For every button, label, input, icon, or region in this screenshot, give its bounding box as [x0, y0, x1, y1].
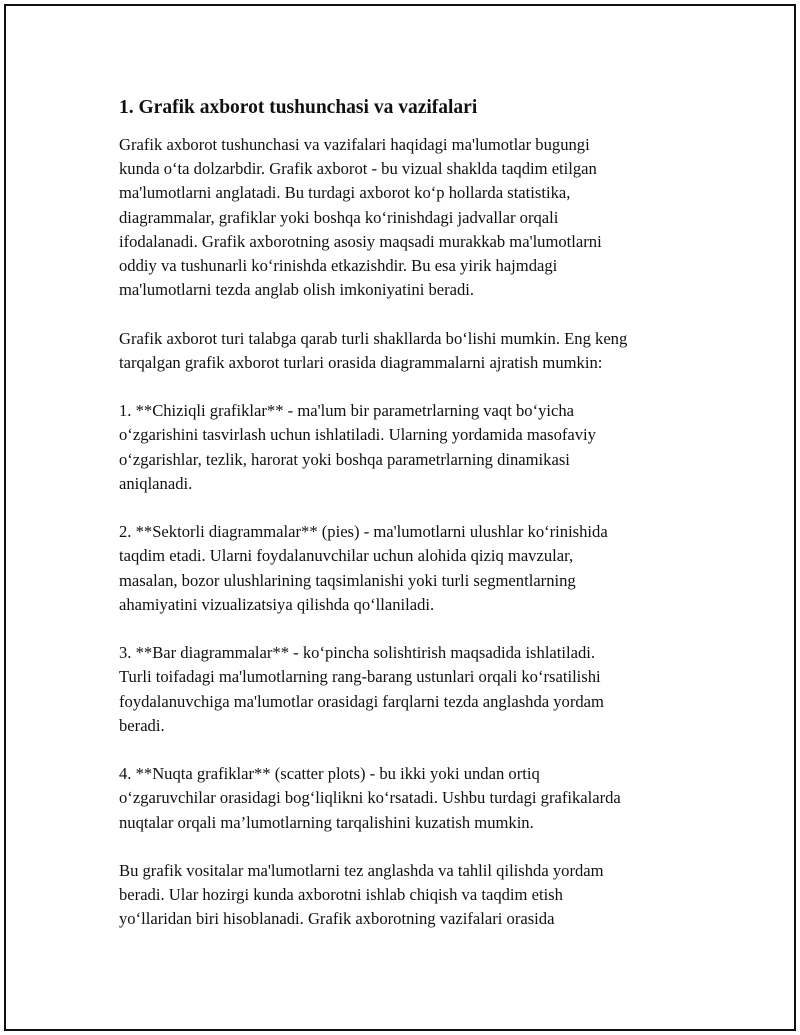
text-line: Grafik axborot turi talabga qarab turli shakllarda bo‘lishi mumkin. Eng keng — [119, 328, 628, 348]
text-line: 4. **Nuqta grafiklar** (scatter plots) - bu ikki yoki undan ortiq — [119, 764, 540, 784]
text-line: o‘zgaruvchilar orasidagi bog‘liqlikni ko‘rsatadi. Ushbu turdagi grafikalarda — [119, 788, 621, 808]
text-line: Bu grafik vositalar ma'lumotlarni tez anglashda va tahlil qilishda yordam — [119, 861, 604, 880]
page-frame — [4, 4, 796, 1031]
text-line: ifodalanadi. Grafik axborotning asosiy maqsadi murakkab ma'lumotlarni — [119, 231, 602, 251]
text-line: Grafik axborot tushunchasi va vazifalari haqidagi ma'lumotlar bugungi — [119, 135, 590, 154]
section-heading: 1. Grafik axborot tushunchasi va vazifalari — [119, 97, 478, 118]
text-line: oddiy va tushunarli ko‘rinishda etkazishdir. Bu esa yirik hajmdagi — [119, 256, 558, 276]
text-line: yo‘llaridan biri hisoblanadi. Grafik axborotning vazifalari orasida — [119, 909, 555, 929]
paragraph-types — [119, 327, 694, 375]
text-line: ma'lumotlarni tezda anglab olish imkoniyatini beradi. — [119, 280, 475, 300]
text-line: masalan, bozor ulushlarining taqsimlanishi yoki turli segmentlarning — [119, 570, 576, 590]
text-line: Turli toifadagi ma'lumotlarning rang-barang ustunlari orqali ko‘rsatilishi — [119, 667, 601, 687]
text-line: ahamiyatini vizualizatsiya qilishda qo‘llaniladi. — [119, 594, 435, 614]
text-line: o‘zgarishini tasvirlash uchun ishlatiladi. Ularning yordamida masofaviy — [119, 425, 596, 445]
text-line: beradi. — [119, 715, 165, 735]
paragraph-conclusion — [119, 859, 694, 932]
text-line: kunda o‘ta dolzarbdir. Grafik axborot - bu vizual shaklda taqdim etilgan — [119, 159, 597, 179]
text-line: diagrammalar, grafiklar yoki boshqa ko‘rinishdagi jadvallar orqali — [119, 207, 559, 227]
list-item-scatter-plots — [119, 762, 694, 835]
text-line: tarqalgan grafik axborot turlari orasida diagrammalarni ajratish mumkin: — [119, 352, 603, 372]
list-item-pie-charts — [119, 520, 694, 617]
list-item-line-charts — [119, 399, 694, 496]
text-line: 3. **Bar diagrammalar** - ko‘pincha solishtirish maqsadida ishlatiladi. — [119, 643, 596, 663]
text-line: o‘zgarishlar, tezlik, harorat yoki boshqa parametrlarning dinamikasi — [119, 449, 570, 469]
list-item-bar-charts — [119, 641, 694, 738]
text-line: aniqlanadi. — [119, 473, 193, 493]
document-body — [119, 96, 694, 932]
text-line: ma'lumotlarni anglatadi. Bu turdagi axborot ko‘p hollarda statistika, — [119, 183, 571, 203]
text-line: taqdim etadi. Ularni foydalanuvchilar uchun alohida qiziq mavzular, — [119, 546, 574, 566]
text-line: nuqtalar orqali ma’lumotlarning tarqalishini kuzatish mumkin. — [119, 812, 534, 832]
text-line: foydalanuvchiga ma'lumotlar orasidagi farqlarni tezda anglashda yordam — [119, 691, 604, 711]
text-line: beradi. Ular hozirgi kunda axborotni ishlab chiqish va taqdim etish — [119, 885, 563, 905]
text-line: 2. **Sektorli diagrammalar** (pies) - ma'lumotlarni ulushlar ko‘rinishida — [119, 522, 608, 542]
text-line: 1. **Chiziqli grafiklar** - ma'lum bir parametrlarning vaqt bo‘yicha — [119, 401, 575, 421]
paragraph-intro — [119, 133, 694, 302]
